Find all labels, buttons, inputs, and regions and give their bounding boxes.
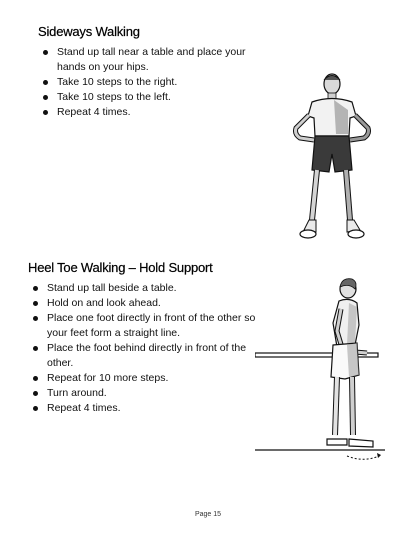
list-item: Repeat 4 times.	[28, 401, 258, 416]
instruction-list	[28, 281, 258, 416]
section-title: Heel Toe Walking – Hold Support	[28, 260, 213, 275]
instruction-list	[38, 45, 268, 120]
sideways-walking-section	[38, 24, 268, 120]
woman-holding-table-illustration	[255, 275, 390, 465]
list-item: Repeat for 10 more steps.	[28, 371, 258, 386]
list-item: Turn around.	[28, 386, 258, 401]
list-item: Take 10 steps to the right.	[38, 75, 268, 90]
list-item: Repeat 4 times.	[38, 105, 268, 120]
list-item: Take 10 steps to the left.	[38, 90, 268, 105]
list-item: Stand up tall near a table and place your hands on your hips.	[38, 45, 268, 75]
heel-toe-walking-section	[28, 260, 258, 416]
list-item: Hold on and look ahead.	[28, 296, 258, 311]
list-item: Place the foot behind directly in front of the other.	[28, 341, 258, 371]
section-title: Sideways Walking	[38, 24, 140, 39]
page-number: Page 15	[194, 511, 222, 518]
man-hands-on-hips-illustration	[282, 70, 382, 245]
list-item: Place one foot directly in front of the other so your feet form a straight line.	[28, 311, 258, 341]
list-item: Stand up tall beside a table.	[28, 281, 258, 296]
